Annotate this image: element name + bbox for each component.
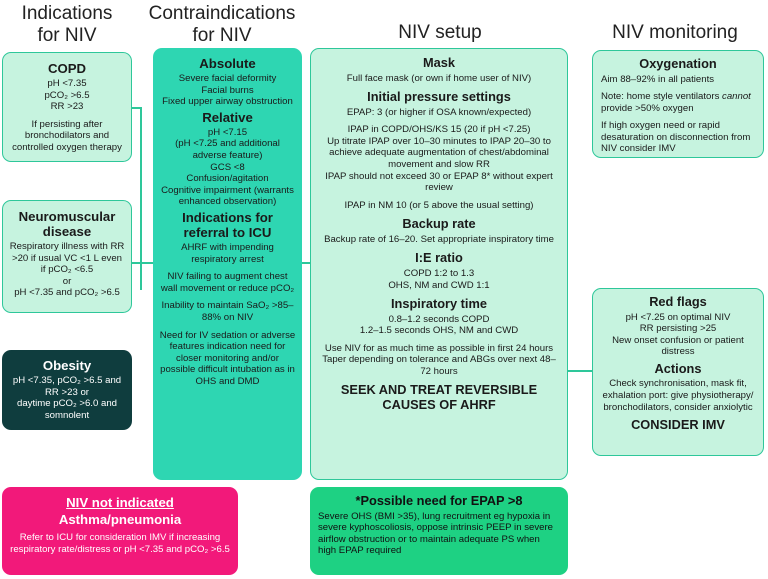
copd-title: COPD bbox=[47, 61, 87, 76]
insp-text: 1.2–1.5 seconds OHS, NM and CWD bbox=[359, 325, 519, 337]
connector-setup-redflags bbox=[568, 370, 592, 372]
actions-text: Check synchronisation, mask fit, exhalation port: give physiotherapy/ bronchodilators, consider anxiolytic bbox=[602, 378, 754, 413]
ipap-text: Up titrate IPAP over 10–30 minutes to IPAP 20–30 to achieve adequate augmentation of chest/abdominal movement and slow RR bbox=[327, 135, 551, 170]
oxygenation-text: If high oxygen need or rapid desaturation on disconnection from NIV consider IMV bbox=[601, 120, 751, 155]
relative-title: Relative bbox=[202, 109, 253, 125]
mask-title: Mask bbox=[422, 55, 455, 70]
actions-title: Actions bbox=[654, 360, 702, 376]
relative-item: pH <7.15 bbox=[207, 126, 248, 138]
consider-imv: CONSIDER IMV bbox=[631, 417, 725, 433]
oxygenation-title: Oxygenation bbox=[639, 56, 717, 71]
obesity-text1: pH <7.35, pCO₂ >6.5 and RR >23 or bbox=[12, 375, 122, 398]
connector-neuromuscular bbox=[131, 262, 155, 264]
connector-copd bbox=[131, 107, 142, 109]
red-flag-item: RR persisting >25 bbox=[639, 323, 717, 335]
absolute-item: Fixed upper airway obstruction bbox=[162, 96, 293, 108]
copd-note: If persisting after bronchodilators and controlled oxygen therapy bbox=[12, 118, 122, 153]
obesity-text2: daytime pCO₂ >6.0 and somnolent bbox=[17, 398, 117, 421]
red-flag-item: pH <7.25 on optimal NIV bbox=[625, 311, 731, 323]
relative-item: (pH <7.25 and additional adverse feature) bbox=[175, 138, 280, 161]
column-title-indications: Indications for NIV bbox=[21, 3, 113, 46]
absolute-item: Severe facial deformity bbox=[178, 73, 277, 84]
ie-text: COPD 1:2 to 1.3 bbox=[403, 267, 475, 279]
not-indicated-title: NIV not indicated bbox=[66, 495, 174, 510]
seek-text: SEEK AND TREAT REVERSIBLE CAUSES OF AHRF bbox=[340, 381, 538, 412]
icu-title: Indications for referral to ICU bbox=[182, 209, 273, 240]
neuromuscular-text1: Respiratory illness with RR >20 if usual VC <1 L even if pCO₂ <6.5 bbox=[9, 241, 125, 276]
oxygenation-aim: Aim 88–92% in all patients bbox=[601, 73, 715, 85]
connector-contra-setup bbox=[302, 262, 310, 264]
copd-rr: RR >23 bbox=[50, 101, 84, 113]
contraindications-box bbox=[153, 48, 302, 480]
copd-ph: pH <7.35 bbox=[47, 78, 87, 89]
ipap-text: IPAP should not exceed 30 or EPAP 8* without expert review bbox=[325, 170, 553, 194]
setup-box bbox=[310, 48, 568, 480]
column-title-monitoring: NIV monitoring bbox=[612, 22, 738, 43]
relative-item: Confusion/agitation bbox=[186, 173, 269, 185]
red-flags-box bbox=[592, 288, 764, 456]
neuromuscular-text2: pH <7.35 and pCO₂ >6.5 bbox=[14, 287, 120, 299]
not-indicated-subtitle: Asthma/pneumonia bbox=[58, 512, 182, 527]
ie-text: OHS, NM and CWD 1:1 bbox=[388, 279, 490, 291]
epap-title: *Possible need for EPAP >8 bbox=[355, 493, 523, 508]
backup-title: Backup rate bbox=[402, 216, 476, 232]
icu-item: AHRF with impending respiratory arrest bbox=[181, 241, 274, 265]
ipap-text: IPAP in COPD/OHS/KS 15 (20 if pH <7.25) bbox=[347, 124, 531, 136]
obesity-box bbox=[2, 350, 132, 430]
neuromuscular-or: or bbox=[62, 275, 72, 287]
copd-pco2: pCO₂ >6.5 bbox=[44, 89, 90, 101]
copd-box bbox=[2, 52, 132, 162]
icu-item: Inability to maintain SaO₂ >85–88% on NIV bbox=[161, 300, 294, 323]
icu-item: Need for IV sedation or adverse features indication need for closer monitoring and/or possible difficult intubation as in OHS and DMD bbox=[159, 329, 296, 387]
column-title-setup: NIV setup bbox=[398, 22, 482, 43]
ipap-text: IPAP in NM 10 (or 5 above the usual setting) bbox=[344, 199, 534, 211]
obesity-title: Obesity bbox=[42, 358, 92, 373]
relative-item: Cognitive impairment (warrants enhanced observation) bbox=[161, 184, 294, 208]
ie-title: I:E ratio bbox=[415, 250, 463, 266]
neuromuscular-box bbox=[2, 200, 132, 313]
use-text: Use NIV for as much time as possible in first 24 hours Taper depending on tolerance and ABGs over next 48–72 hours bbox=[322, 342, 556, 377]
insp-title: Inspiratory time bbox=[390, 296, 487, 312]
icu-item: NIV failing to augment chest wall movement or reduce pCO₂ bbox=[160, 271, 295, 294]
red-flags-title: Red flags bbox=[649, 294, 707, 309]
epap-box bbox=[310, 487, 568, 575]
absolute-title: Absolute bbox=[199, 56, 256, 71]
pressure-title: Initial pressure settings bbox=[367, 89, 511, 105]
epap-text: EPAP: 3 (or higher if OSA known/expected) bbox=[346, 106, 532, 118]
backup-text: Backup rate of 16–20. Set appropriate inspiratory time bbox=[324, 233, 554, 245]
oxygenation-note: Note: home style ventilators cannot provide >50% oxygen bbox=[601, 91, 751, 114]
absolute-item: Facial burns bbox=[201, 84, 254, 96]
not-indicated-text: Refer to ICU for consideration IMV if increasing respiratory rate/distress or pH <7.35 and pCO₂ >6.5 bbox=[10, 532, 230, 555]
oxygenation-box bbox=[592, 50, 764, 158]
epap-text: Severe OHS (BMI >35), lung recruitment eg hypoxia in severe kyphoscoliosis, oppose intrinsic PEEP in severe airflow obstruction or to maintain adequate PS when high EPAP required bbox=[318, 510, 553, 557]
neuromuscular-title: Neuromuscular disease bbox=[18, 209, 116, 239]
column-title-contraindications: Contraindications for NIV bbox=[148, 3, 296, 46]
not-indicated-box bbox=[2, 487, 238, 575]
red-flag-item: New onset confusion or patient distress bbox=[612, 334, 744, 358]
mask-text: Full face mask (or own if home user of NIV) bbox=[346, 72, 532, 84]
relative-item: GCS <8 bbox=[210, 161, 245, 173]
insp-text: 0.8–1.2 seconds COPD bbox=[388, 313, 490, 325]
